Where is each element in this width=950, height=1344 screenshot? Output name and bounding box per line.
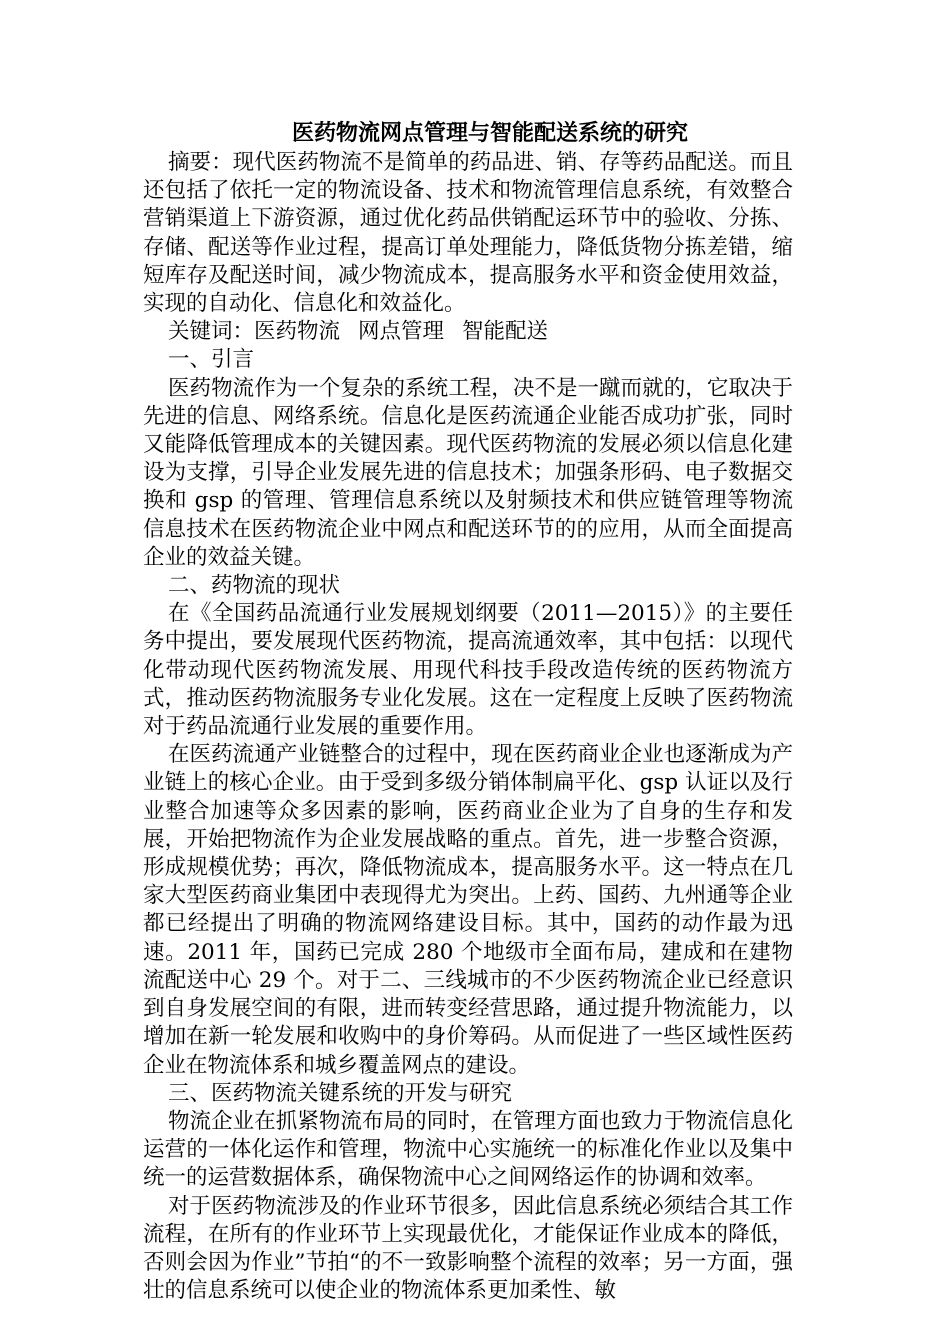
keyword-item: 医药物流 xyxy=(254,319,341,345)
section-heading: 三、医药物流关键系统的开发与研究 xyxy=(168,1080,513,1106)
keyword-item: 网点管理 xyxy=(358,319,445,345)
keyword-item: 智能配送 xyxy=(462,319,549,345)
body-paragraph: 在医药流通产业链整合的过程中，现在医药商业企业也逐渐成为产业链上的核心企业。由于受到多级分销体制扁平化、gsp 认证以及行业整合加速等众多因素的影响，医药商业企业为了自身的生存和发展，开始把物流作为企业发展战略的重点。首先，进一步整合资源，形成规模优势；再次，降低物流成本，提高服务水平。这一特点在几家大型医药商业集团中表现得尤为突出。上药、国药、九州通等企业都已经提出了明确的物流网络建设目标。其中，国药的动作最为迅速。2011 年，国药已完成 280 个地级市全面布局，建成和在建物流配送中心 29 个。对于二、三线城市的不少医药物流企业已经意识到自身发展空间的有限，进而转变经营思路，通过提升物流能力，以增加在新一轮发展和收购中的身价筹码。从而促进了一些区域性医药企业在物流体系和城乡覆盖网点的建设。 xyxy=(143,742,793,1078)
section-heading: 二、药物流的现状 xyxy=(168,573,341,599)
keywords-label: 关键词： xyxy=(168,319,255,345)
body-paragraph: 医药物流作为一个复杂的系统工程，决不是一蹴而就的，它取决于先进的信息、网络系统。信息化是医药流通企业能否成功扩张，同时又能降低管理成本的关键因素。现代医药物流的发展必须以信息化建设为支撑，引导企业发展先进的信息技术；加强条形码、电子数据交换和 gsp 的管理、管理信息系统以及射频技术和供应链管理等物流信息技术在医药物流企业中网点和配送环节的的应用，从而全面提高企业的效益关键。 xyxy=(143,375,793,570)
abstract-paragraph: 摘要：现代医药物流不是简单的药品进、销、存等药品配送。而且还包括了依托一定的物流设备、技术和物流管理信息系统，有效整合营销渠道上下游资源，通过优化药品供销配运环节中的验收、分拣、存储、配送等作业过程，提高订单处理能力，降低货物分拣差错，缩短库存及配送时间，减少物流成本，提高服务水平和资金使用效益，实现的自动化、信息化和效益化。 xyxy=(143,150,793,317)
body-paragraph: 物流企业在抓紧物流布局的同时，在管理方面也致力于物流信息化运营的一体化运作和管理，物流中心实施统一的标准化作业以及集中统一的运营数据体系，确保物流中心之间网络运作的协调和效率。 xyxy=(143,1108,793,1191)
keywords-line xyxy=(143,318,793,346)
section-heading: 一、引言 xyxy=(168,347,255,373)
body-paragraph: 对于医药物流涉及的作业环节很多，因此信息系统必须结合其工作流程，在所有的作业环节上实现最优化，才能保证作业成本的降低，否则会因为作业”节拍“的不一致影响整个流程的效率；另一方面，强壮的信息系统可以使企业的物流体系更加柔性、敏 xyxy=(143,1193,793,1304)
body-paragraph: 在《全国药品流通行业发展规划纲要（2011—2015）》的主要任务中提出，要发展现代医药物流，提高流通效率，其中包括：以现代化带动现代医药物流发展、用现代科技手段改造传统的医药物流方式，推动医药物流服务专业化发展。这在一定程度上反映了医药物流对于药品流通行业发展的重要作用。 xyxy=(143,601,793,740)
document-page xyxy=(143,118,793,1305)
document-title: 医药物流网点管理与智能配送系统的研究 xyxy=(291,120,688,146)
